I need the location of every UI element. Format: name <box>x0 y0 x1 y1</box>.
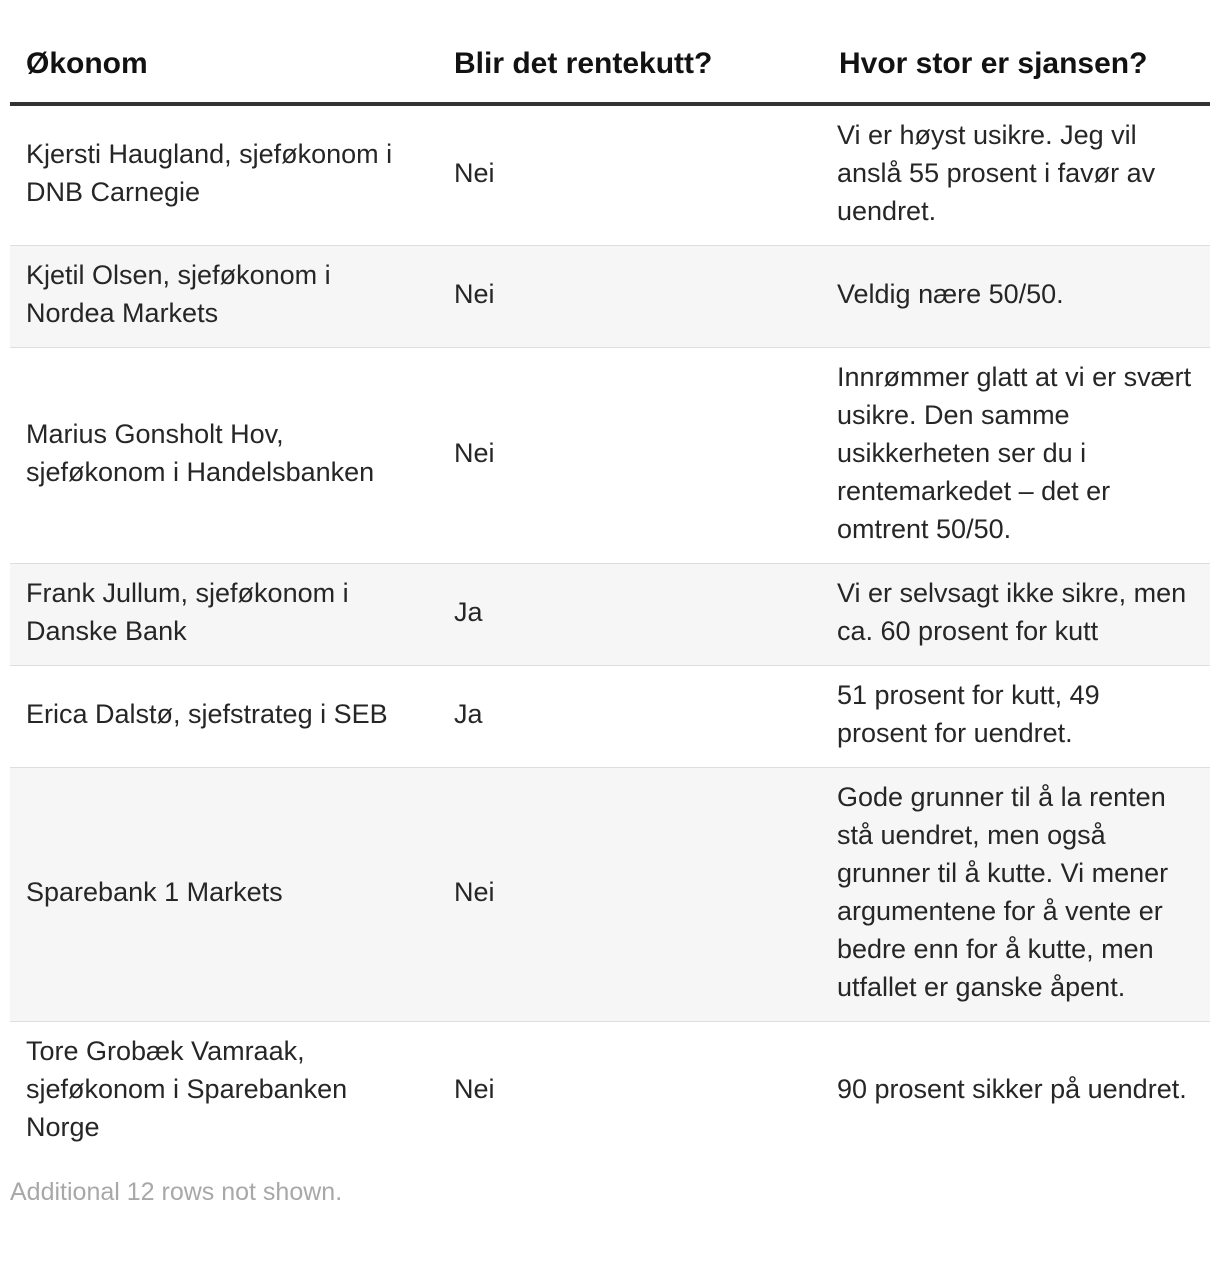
table-row <box>10 246 1210 348</box>
header-economist: Økonom <box>10 0 438 104</box>
cell-economist: Frank Jullum, sjeføkonom i Danske Bank <box>10 564 438 666</box>
table-body <box>10 104 1210 1161</box>
cell-economist: Sparebank 1 Markets <box>10 768 438 1022</box>
table-row <box>10 666 1210 768</box>
table-row <box>10 768 1210 1022</box>
cell-rate-cut: Ja <box>438 564 823 666</box>
cell-probability: Veldig nære 50/50. <box>823 246 1210 348</box>
cell-rate-cut: Ja <box>438 666 823 768</box>
cell-probability: Vi er høyst usikre. Jeg vil anslå 55 prosent i favør av uendret. <box>823 104 1210 246</box>
cell-economist: Erica Dalstø, sjefstrateg i SEB <box>10 666 438 768</box>
header-probability: Hvor stor er sjansen? <box>823 0 1210 104</box>
cell-economist: Kjersti Haugland, sjeføkonom i DNB Carnegie <box>10 104 438 246</box>
rows-not-shown-note: Additional 12 rows not shown. <box>10 1178 343 1206</box>
table-container <box>10 0 1210 1209</box>
header-rate-cut: Blir det rentekutt? <box>438 0 823 104</box>
table-row <box>10 564 1210 666</box>
cell-economist: Marius Gonsholt Hov, sjeføkonom i Handelsbanken <box>10 348 438 564</box>
cell-probability: 51 prosent for kutt, 49 prosent for uendret. <box>823 666 1210 768</box>
cell-economist: Kjetil Olsen, sjeføkonom i Nordea Markets <box>10 246 438 348</box>
table-row <box>10 104 1210 246</box>
cell-rate-cut: Nei <box>454 1074 495 1104</box>
table-row <box>10 348 1210 564</box>
cell-probability: Vi er selvsagt ikke sikre, men ca. 60 prosent for kutt <box>823 564 1210 666</box>
cell-rate-cut: Nei <box>438 768 823 1022</box>
cell-rate-cut: Nei <box>438 104 823 246</box>
cell-probability: Gode grunner til å la renten stå uendret, men også grunner til å kutte. Vi mener argumentene for å vente er bedre enn for å kutte, men utfallet er ganske åpent. <box>823 768 1210 1022</box>
table-header <box>10 0 1210 104</box>
cell-rate-cut: Nei <box>438 246 823 348</box>
cell-rate-cut: Nei <box>438 348 823 564</box>
cell-probability: Innrømmer glatt at vi er svært usikre. Den samme usikkerheten ser du i rentemarkedet – det er omtrent 50/50. <box>823 348 1210 564</box>
table-row <box>10 1022 1210 1162</box>
cell-economist: Tore Grobæk Vamraak, sjeføkonom i Sparebanken Norge <box>26 1036 348 1142</box>
economist-table <box>10 0 1210 1161</box>
cell-probability: 90 prosent sikker på uendret. <box>837 1074 1187 1104</box>
header-row <box>10 0 1210 104</box>
